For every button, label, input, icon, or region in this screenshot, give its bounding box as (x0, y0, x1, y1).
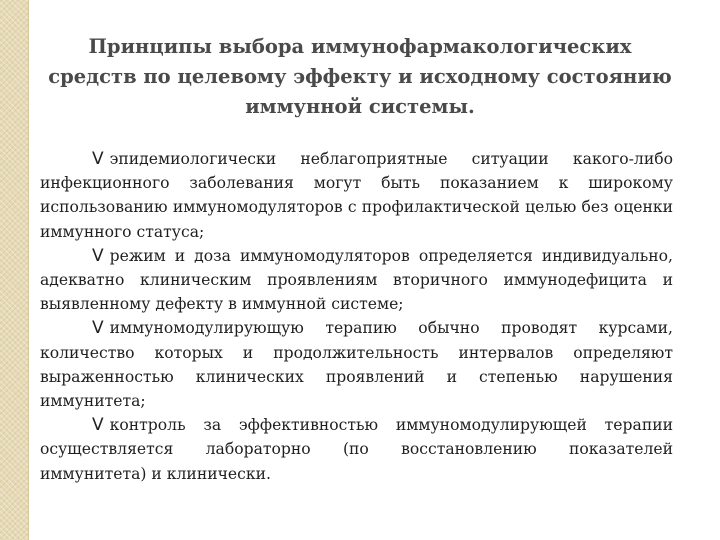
bullet-text: эпидемиологически неблагоприятные ситуации какого-либо инфекционного заболевания могут быть показанием к широкому использованию иммуномодуляторов с профилактической целью без оценки иммунного статуса; (40, 150, 673, 241)
bullet-item (40, 147, 673, 244)
title-line-3: иммунной системы. (245, 95, 475, 118)
check-mark-icon: V (92, 318, 104, 339)
check-mark-icon: V (92, 245, 104, 266)
bullet-item (40, 316, 673, 413)
bullet-item (40, 244, 673, 317)
bullet-item (40, 413, 673, 486)
check-mark-icon: V (92, 149, 104, 169)
slide-title (40, 32, 680, 122)
bullet-text: контроль за эффективностью иммуномодулирующей терапии осуществляется лабораторно (по восстановлению показателей иммунитета) и клинически. (40, 416, 673, 483)
title-line-2: средств по целевому эффекту и исходному состоянию (48, 65, 672, 88)
title-line-1: Принципы выбора иммунофармакологических (88, 35, 632, 58)
bullet-list (40, 147, 673, 486)
decorative-sidebar (0, 0, 29, 540)
check-mark-icon: V (92, 415, 104, 436)
bullet-text: режим и доза иммуномодуляторов определяется индивидуально, адекватно клиническим проявлениям вторичного иммунодефицита и выявленному дефекту в иммунной системе; (40, 246, 673, 314)
bullet-text: иммуномодулирующую терапию обычно проводят курсами, количество которых и продолжительность интервалов определяют выраженностью клинических проявлений и степенью нарушения иммунитета; (40, 319, 673, 411)
